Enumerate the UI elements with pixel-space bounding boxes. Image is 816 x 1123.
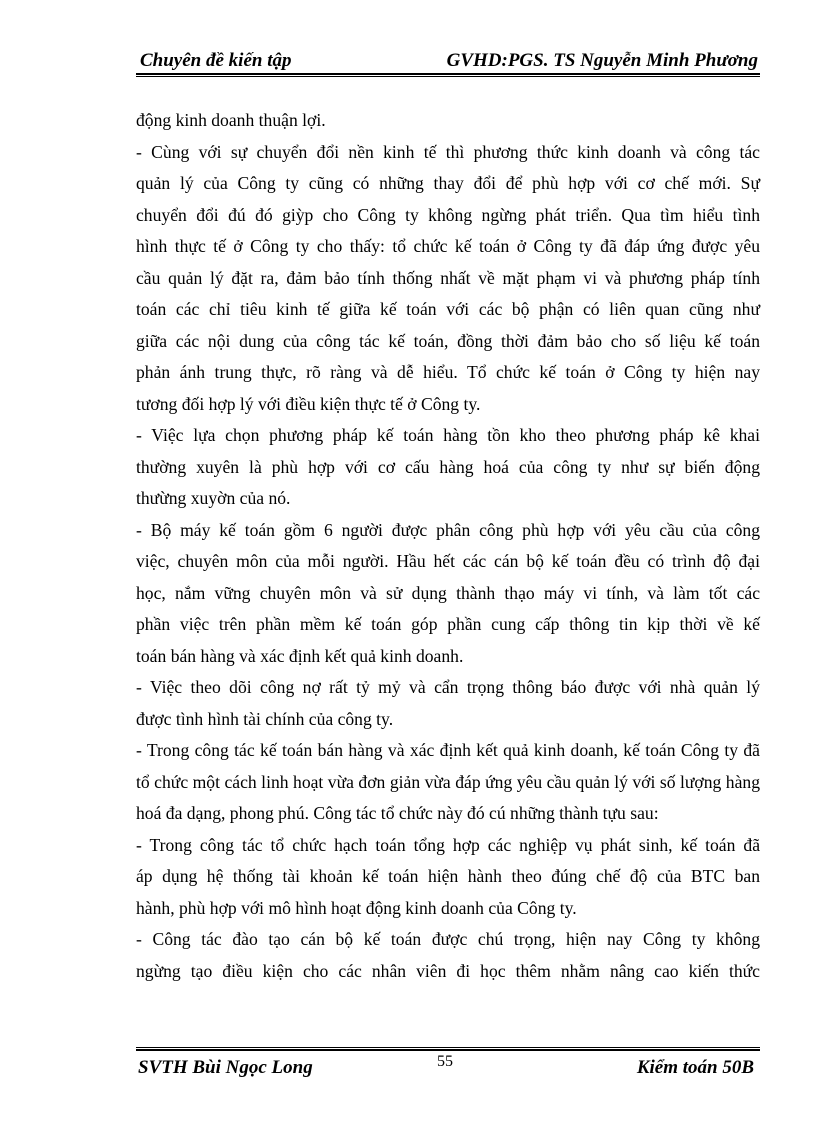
text-line: - Công tác đào tạo cán bộ kế toán được chú trọng, hiện nay Công ty không (136, 929, 760, 949)
text-line: thưừng xuyờn của nó. (136, 488, 291, 508)
body-text (136, 105, 760, 987)
text-line: áp dụng hệ thống tài khoản kế toán hiện hành theo đúng chế độ của BTC ban (136, 866, 760, 886)
header-divider (136, 73, 760, 77)
text-line: hình thực tế ở Công ty cho thấy: tổ chức kế toán ở Công ty đã đáp ứng được yêu (136, 236, 760, 256)
page-number: 55 (437, 1053, 453, 1070)
text-line: - Việc lựa chọn phương pháp kế toán hàng tồn kho theo phương pháp kê khai (136, 425, 760, 445)
text-line: - Bộ máy kế toán gồm 6 người được phân công phù hợp với yêu cầu của công (136, 519, 760, 540)
text-line: học, nắm vững chuyên môn và sử dụng thành thạo máy vi tính, và làm tốt các (136, 582, 760, 603)
footer-class: Kiểm toán 50B (636, 1057, 754, 1078)
footer-author: SVTH Bùi Ngọc Long (138, 1057, 313, 1078)
text-line: tương đối hợp lý với điều kiện thực tế ở Công ty. (136, 393, 481, 414)
text-line: hoá đa dạng, phong phú. Công tác tổ chức này đó cú những thành tựu sau: (136, 803, 659, 823)
page-header (136, 49, 760, 73)
header-supervisor: GVHD:PGS. TS Nguyễn Minh Phương (446, 50, 758, 71)
text-line: quản lý của Công ty cũng có những thay đổi để phù hợp với cơ chế mới. Sự (136, 173, 760, 193)
text-line: - Trong công tác kế toán bán hàng và xác định kết quả kinh doanh, kế toán Công ty đã (136, 740, 760, 760)
text-line: thường xuyên là phù hợp với cơ cấu hàng hoá của công ty như sự biến động (136, 456, 760, 477)
text-line: được tình hình tài chính của công ty. (136, 708, 394, 729)
text-line: cầu quản lý đặt ra, đảm bảo tính thống nhất về mặt phạm vi và phương pháp tính (136, 267, 760, 288)
text-line: toán bán hàng và xác định kết quả kinh doanh. (136, 645, 464, 666)
text-line: động kinh doanh thuận lợi. (136, 110, 326, 130)
text-line: việc, chuyên môn của mỗi người. Hầu hết các cán bộ kế toán đều có trình độ đại (136, 551, 760, 571)
text-line: toán các chỉ tiêu kinh tế giữa kế toán với các bộ phận có liên quan cũng như (136, 299, 760, 319)
text-line: - Cùng với sự chuyển đổi nền kinh tế thì phương thức kinh doanh và công tác (136, 141, 760, 162)
text-line: phản ánh trung thực, rõ ràng và dễ hiểu. Tổ chức kế toán ở Công ty hiện nay (136, 362, 760, 382)
footer-divider (136, 1047, 760, 1051)
text-line: - Trong công tác tổ chức hạch toán tổng hợp các nghiệp vụ phát sinh, kế toán đã (136, 834, 760, 855)
text-line: giữa các nội dung của công tác kế toán, đồng thời đảm bảo cho số liệu kế toán (136, 330, 760, 351)
text-line: - Việc theo dõi công nợ rất tỷ mỷ và cẩn trọng thông báo được với nhà quản lý (136, 677, 760, 697)
text-line: tổ chức một cách linh hoạt vừa đơn giản vừa đáp ứng yêu cầu quản lý với số lượng hàng (136, 771, 760, 792)
text-line: ngừng tạo điều kiện cho các nhân viên đi học thêm nhằm nâng cao kiến thức (136, 960, 760, 981)
text-line: chuyển đổi đú đó giỳp cho Công ty không ngừng phát triển. Qua tìm hiểu tình (136, 204, 760, 225)
text-line: phần việc trên phần mềm kế toán góp phần cung cấp thông tin kịp thời về kế (136, 614, 760, 634)
header-topic: Chuyên đề kiến tập (140, 50, 292, 71)
text-line: hành, phù hợp với mô hình hoạt động kinh doanh của Công ty. (136, 897, 577, 918)
page-footer (136, 1054, 760, 1080)
